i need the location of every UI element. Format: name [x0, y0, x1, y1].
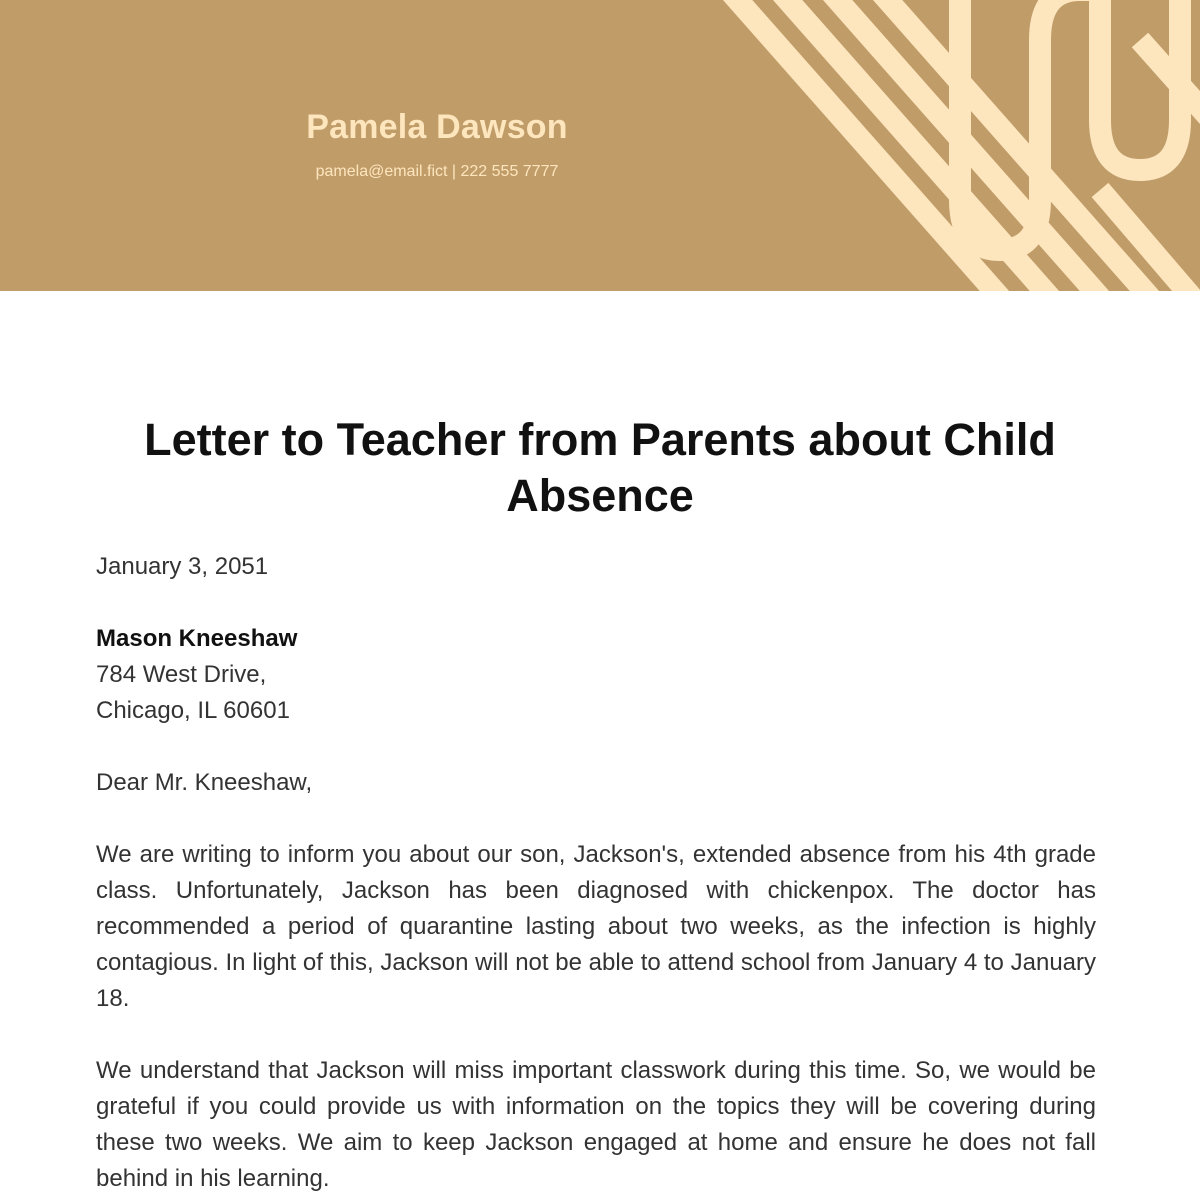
letter-date: January 3, 2051	[96, 553, 269, 580]
recipient-address-line1: 784 West Drive,	[96, 661, 267, 688]
letter-title: Letter to Teacher from Parents about Child Absence	[144, 414, 1056, 521]
recipient-block	[96, 621, 1096, 729]
recipient-address-line2: Chicago, IL 60601	[96, 697, 290, 724]
sender-contact: pamela@email.fict | 222 555 7777	[315, 163, 559, 180]
salutation: Dear Mr. Kneeshaw,	[96, 769, 313, 796]
body-paragraph: We are writing to inform you about our son, Jackson's, extended absence from his 4th grade class. Unfortunately, Jackson has been diagnosed with chickenpox. The doctor has recommended a period of quarantine lasting about two weeks, as the infection is highly contagious. In light of this, Jackson will not be able to attend school from January 4 to January 18.	[96, 841, 1096, 1012]
body-paragraph: We understand that Jackson will miss important classwork during this time. So, we would be grateful if you could provide us with information on the topics they will be covering during these two weeks. We aim to keep Jackson engaged at home and ensure he does not fall behind in his learning.	[96, 1057, 1096, 1192]
letterhead-banner	[0, 0, 1200, 291]
recipient-name: Mason Kneeshaw	[96, 625, 298, 652]
sender-name: Pamela Dawson	[306, 108, 568, 146]
